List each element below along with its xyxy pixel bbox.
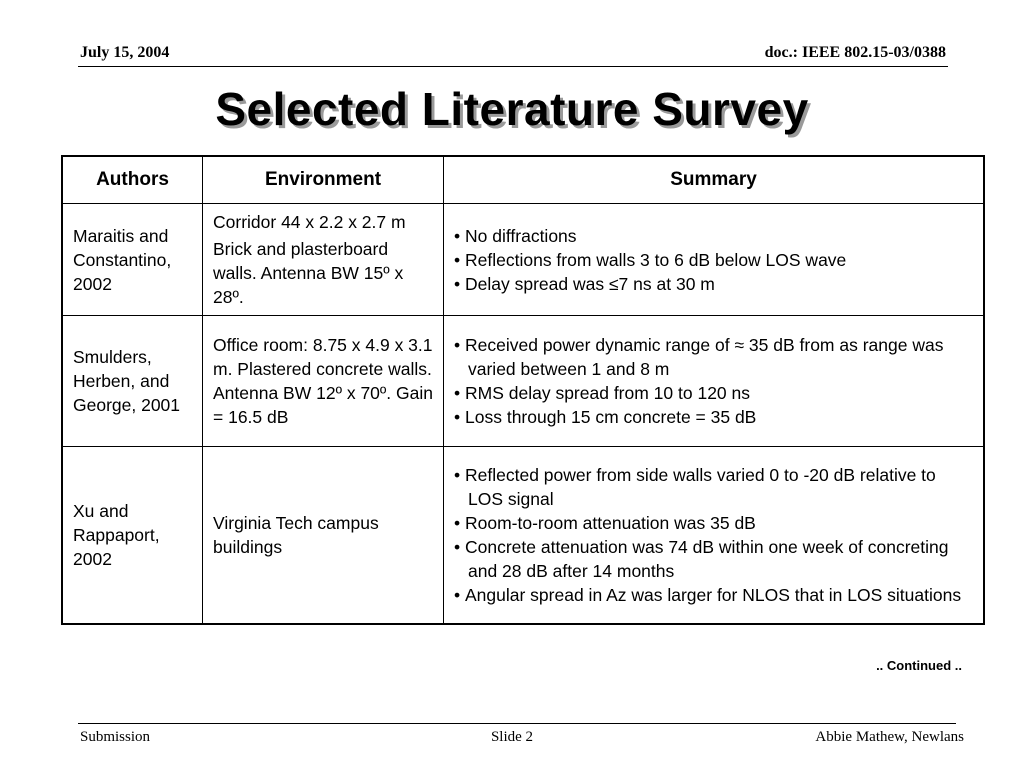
environment-cell (203, 204, 444, 316)
summary-cell (444, 204, 985, 316)
footer-slide-number: Slide 2 (490, 729, 534, 745)
summary-list (454, 463, 975, 607)
header-divider (78, 66, 948, 67)
summary-item: • Received power dynamic range of ≈ 35 dB from as range was varied between 1 and 8 m (454, 333, 975, 381)
authors-cell: Xu and Rappaport, 2002 (62, 447, 203, 625)
table-row (62, 447, 984, 625)
table-row (62, 316, 984, 447)
summary-item: • RMS delay spread from 10 to 120 ns (454, 381, 975, 405)
summary-item: • Room-to-room attenuation was 35 dB (454, 511, 975, 535)
summary-cell (444, 447, 985, 625)
summary-cell (444, 316, 985, 447)
header-date: July 15, 2004 (80, 44, 170, 61)
summary-list (454, 224, 975, 296)
slide-title: Selected Literature Survey (215, 83, 809, 135)
column-header-environment: Environment (203, 156, 444, 204)
environment-line: Office room: 8.75 x 4.9 x 3.1 m. Plastered concrete walls. Antenna BW 12º x 70º. Gain = 16.5 dB (213, 335, 433, 427)
environment-line: Virginia Tech campus buildings (213, 513, 379, 557)
summary-item: • Angular spread in Az was larger for NLOS that in LOS situations (454, 583, 975, 607)
environment-line: Corridor 44 x 2.2 x 2.7 m (213, 212, 406, 232)
footer-author: Abbie Mathew, Newlans (815, 729, 964, 745)
environment-cell (203, 447, 444, 625)
summary-list (454, 333, 975, 429)
summary-item: • Reflections from walls 3 to 6 dB below LOS wave (454, 248, 975, 272)
summary-item: • Delay spread was ≤7 ns at 30 m (454, 272, 975, 296)
summary-item: • Concrete attenuation was 74 dB within one week of concreting and 28 dB after 14 months (454, 535, 975, 583)
summary-item: • No diffractions (454, 224, 975, 248)
footer-divider (78, 723, 956, 724)
table-row (62, 204, 984, 316)
authors-cell: Smulders, Herben, and George, 2001 (62, 316, 203, 447)
summary-item: • Loss through 15 cm concrete = 35 dB (454, 405, 975, 429)
environment-line: Brick and plasterboard walls. Antenna BW 15º x 28º. (213, 239, 404, 307)
table-header-row (62, 156, 984, 204)
summary-item: • Reflected power from side walls varied 0 to -20 dB relative to LOS signal (454, 463, 975, 511)
footer-submission: Submission (80, 729, 151, 745)
environment-cell (203, 316, 444, 447)
authors-cell: Maraitis and Constantino, 2002 (62, 204, 203, 316)
column-header-summary: Summary (444, 156, 985, 204)
header-doc-number: doc.: IEEE 802.15-03/0388 (764, 44, 946, 61)
literature-table (61, 155, 985, 625)
column-header-authors: Authors (62, 156, 203, 204)
continued-note: .. Continued .. (876, 658, 962, 673)
